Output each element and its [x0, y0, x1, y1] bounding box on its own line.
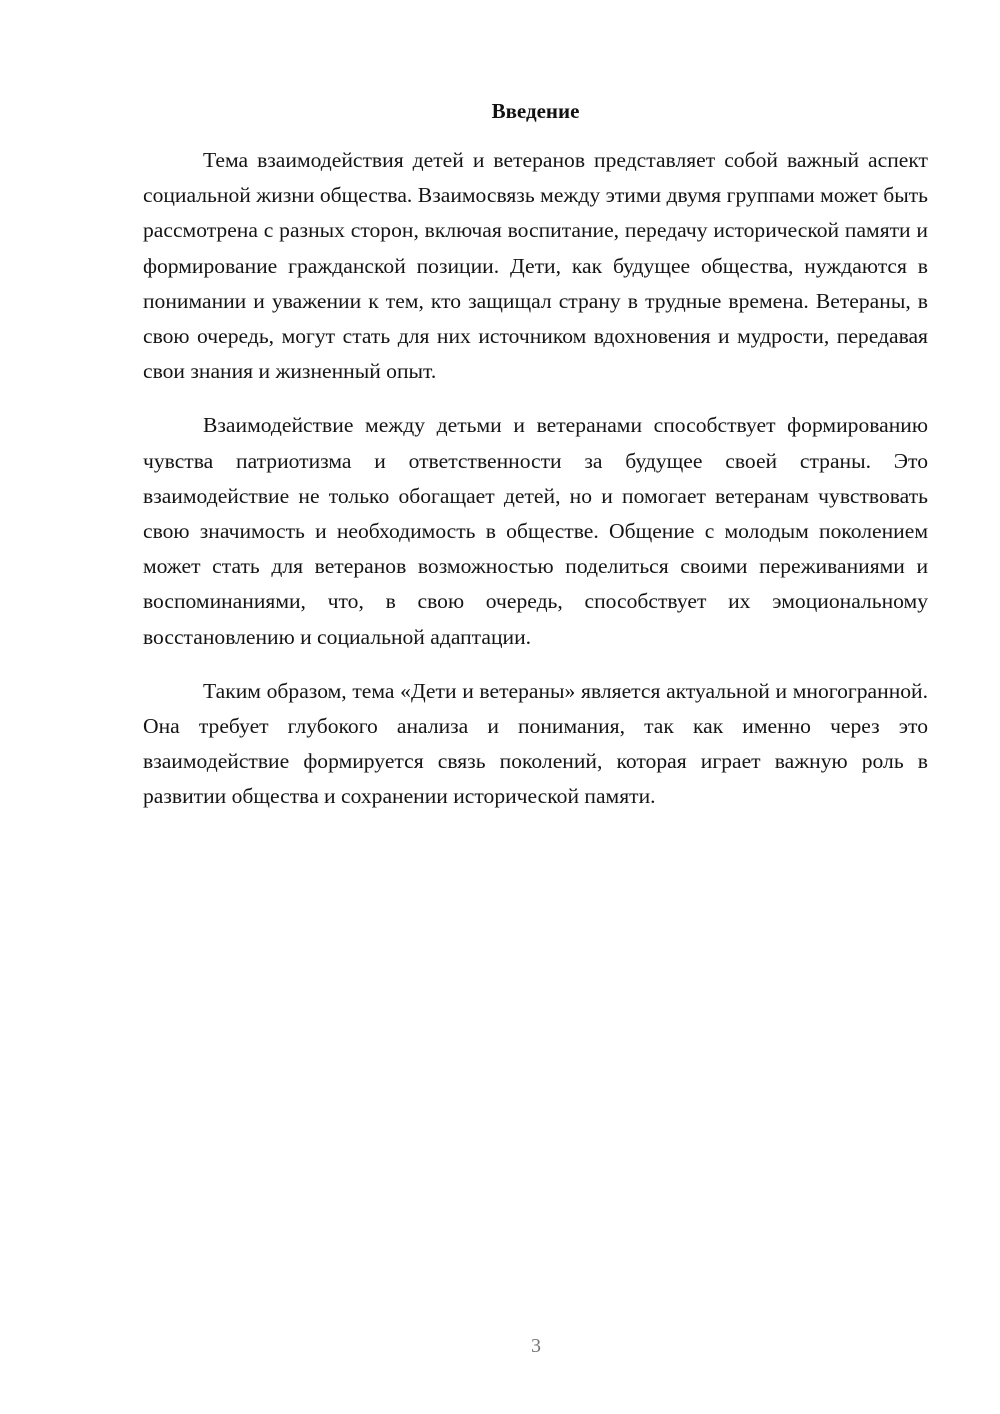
body-text — [143, 143, 928, 834]
page-number: 3 — [531, 1335, 541, 1357]
section-heading: Введение — [491, 99, 580, 123]
paragraph-3: Таким образом, тема «Дети и ветераны» является актуальной и многогранной. Она требует глубокого анализа и понимания, так как именно через это взаимодействие формируется связь поколений, которая играет важную роль в развитии общества и сохранении исторической памяти. — [143, 678, 928, 809]
paragraph-1: Тема взаимодействия детей и ветеранов представляет собой важный аспект социальной жизни общества. Взаимосвязь между этими двумя группами может быть рассмотрена с разных сторон, включая воспитание, передачу исторической памяти и формирование гражданской позиции. Дети, как будущее общества, нуждаются в понимании и уважении к тем, кто защищал страну в трудные времена. Ветераны, в свою очередь, могут стать для них источником вдохновения и мудрости, передавая свои знания и жизненный опыт. — [143, 148, 928, 384]
paragraph-2: Взаимодействие между детьми и ветеранами способствует формированию чувства патриотизма и ответственности за будущее своей страны. Это взаимодействие не только обогащает детей, но и помогает ветеранам чувствовать свою значимость и необходимость в обществе. Общение с молодым поколением может стать для ветеранов возможностью поделиться своими переживаниями и воспоминаниями, что, в свою очередь, способствует их эмоциональному восстановлению и социальной адаптации. — [143, 413, 928, 649]
